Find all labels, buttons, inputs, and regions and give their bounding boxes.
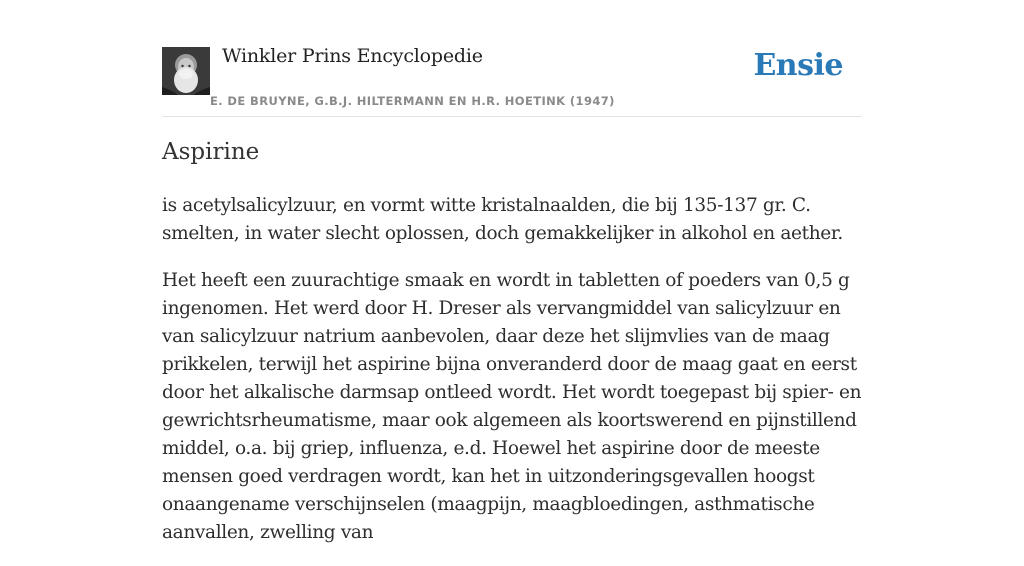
- author-avatar: [162, 47, 210, 95]
- article-body: [162, 192, 862, 566]
- bearded-man-portrait-icon: [162, 47, 210, 95]
- article-title: Aspirine: [162, 139, 260, 165]
- source-title[interactable]: Winkler Prins Encyclopedie: [222, 45, 483, 67]
- source-authors: E. DE BRUYNE, G.B.J. HILTERMANN EN H.R. HOETINK (1947): [210, 94, 615, 108]
- source-header: [162, 40, 862, 117]
- article-paragraph: is acetylsalicylzuur, en vormt witte kristalnaalden, die bij 135-137 gr. C. smelten, in water slecht oplossen, doch gemakkelijker in alkohol en aether.: [162, 195, 843, 244]
- article-paragraph: Het heeft een zuurachtige smaak en wordt in tabletten of poeders van 0,5 g ingenomen. Het werd door H. Dreser als vervangmiddel van salicylzuur en van salicylzuur natrium aanbevolen, daar deze het slijmvlies van de maag prikkelen, terwijl het aspirine bijna onveranderd door de maag gaat en eerst door het alkalische darmsap ontleed wordt. Het wordt toegepast bij spier- en gewrichtsrheumatisme, maar ook algemeen als koortswerend en pijnstillend middel, o.a. bij griep, influenza, e.d. Hoewel het aspirine door de meeste mensen goed verdragen wordt, kan het in uitzonderingsgevallen hoogst onaangename verschijnselen (maagpijn, maagbloedingen, asthmatische aanvallen, zwelling van: [162, 270, 862, 543]
- ensie-logo-link[interactable]: Ensie: [753, 48, 843, 83]
